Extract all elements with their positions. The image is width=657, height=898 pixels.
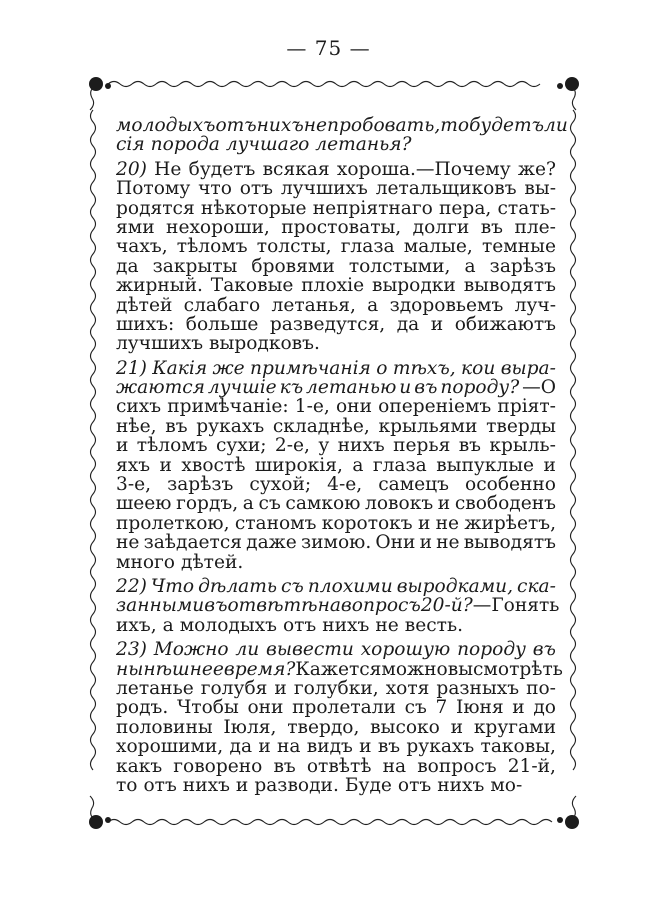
word: луч- [514, 294, 556, 316]
word: лучшіе [207, 377, 277, 399]
word: таковы, [480, 736, 556, 758]
word: яхъ [116, 454, 151, 476]
word: а [464, 255, 476, 277]
word: Какія [152, 357, 208, 379]
word: и [359, 736, 372, 758]
word: по- [526, 677, 556, 699]
word: выводятъ [463, 275, 556, 297]
word: въ [414, 377, 438, 399]
word: коротокъ [321, 512, 413, 534]
text-line [116, 679, 556, 698]
word: много [116, 551, 175, 573]
word: дѣтей [116, 294, 173, 316]
word: обижаютъ [454, 313, 556, 335]
word: жаются [116, 377, 205, 399]
text-line [116, 179, 556, 198]
word: въ [480, 216, 504, 238]
word: до [533, 697, 556, 719]
word: нѣе, [116, 415, 157, 437]
word: чахъ, [116, 236, 168, 258]
word: пролеткою, [116, 512, 230, 534]
word: голубя [200, 677, 268, 699]
word: тѣломъ [136, 435, 208, 457]
word: Что [150, 575, 195, 597]
word: даже [246, 532, 297, 554]
text-line [116, 359, 556, 378]
word: породу [457, 639, 526, 661]
word: зарѣзъ [167, 474, 234, 496]
word: опереніемъ [378, 396, 492, 418]
word: самецъ [378, 474, 449, 496]
word: Іюня [455, 697, 504, 719]
word: а [242, 493, 254, 515]
word: тверды [486, 415, 556, 437]
word: и [399, 377, 412, 399]
corner-ornament-bottom-left [89, 815, 103, 829]
word: плохими [307, 575, 393, 597]
word: же? [517, 158, 556, 180]
word: выродковъ. [209, 333, 320, 355]
word: разныхъ [436, 677, 520, 699]
word: то [116, 774, 138, 796]
word: малые, [403, 236, 473, 258]
word: вывести [266, 639, 354, 661]
word: закрыты [152, 255, 238, 277]
word: отъ [282, 614, 317, 636]
word: разведутся, [269, 313, 386, 335]
word: темные [482, 236, 556, 258]
word: и [235, 774, 249, 796]
word: Они [375, 532, 416, 554]
text-line [116, 475, 556, 494]
word: что [198, 178, 232, 200]
word: ями [116, 216, 155, 238]
word: летанье [116, 677, 194, 699]
word: нихъ [182, 774, 230, 796]
text-line [116, 533, 556, 552]
text-line [116, 276, 556, 295]
text-line [116, 160, 556, 179]
word: мо- [490, 774, 523, 796]
word: будетъ [188, 158, 256, 180]
word: и [274, 677, 287, 699]
word: пле- [514, 216, 556, 238]
word: примѣчаніе: [167, 396, 289, 418]
text-line [116, 417, 556, 436]
text-line [116, 218, 556, 237]
word: хорошими, [116, 736, 224, 758]
word: летанья, [271, 294, 356, 316]
word: голубки, [293, 677, 379, 699]
word: хвостѣ [181, 454, 246, 476]
word: же [212, 357, 245, 379]
word: вы- [524, 178, 556, 200]
word: непріятнаго [312, 197, 433, 219]
word: не [116, 532, 140, 554]
word: выводятъ [463, 532, 556, 554]
word: перья [393, 435, 451, 457]
word: весть. [404, 614, 463, 636]
word: и [512, 697, 525, 719]
word: будетъ [469, 115, 545, 136]
word: гордъ, [176, 493, 239, 515]
text-line [116, 737, 556, 756]
word: особенно [465, 474, 556, 496]
word: нихъ [322, 614, 370, 636]
word: Таковые [210, 275, 294, 297]
text-line [116, 237, 556, 256]
word: летальщиковъ [375, 178, 517, 200]
word: жирѣетъ, [464, 512, 556, 534]
word: они [335, 396, 372, 418]
word: родятся [116, 197, 195, 219]
word: тѣломъ [176, 236, 248, 258]
word: да [116, 255, 139, 277]
word: отъ [143, 774, 177, 796]
word: отъ [215, 115, 257, 136]
top-border-wave [108, 82, 540, 87]
word: 23) [116, 639, 147, 661]
word: и [116, 435, 129, 457]
word: рукахъ [196, 415, 265, 437]
word: лучшихъ [116, 333, 204, 355]
text-line [116, 776, 556, 795]
word: ловокъ [365, 493, 434, 515]
word: можно [381, 658, 448, 680]
word: отъ [397, 774, 432, 796]
word: ихъ, [116, 614, 157, 636]
word: порода [150, 134, 220, 156]
word: шихъ: [116, 313, 175, 335]
word: примѣчанія [250, 357, 371, 379]
text-line [116, 334, 556, 353]
word: шеею [116, 493, 172, 515]
word: выпуклые [436, 454, 535, 476]
word: 2-е, [274, 435, 310, 457]
word: глаза [372, 454, 427, 476]
text-line [116, 718, 556, 737]
word: слабаго [183, 294, 261, 316]
text-line [116, 296, 556, 315]
word: въ [458, 435, 482, 457]
word: разводи. [254, 774, 339, 796]
text-line [116, 616, 556, 635]
word: пролетали [292, 697, 396, 719]
body-text [116, 115, 568, 796]
word: хотя [385, 677, 430, 699]
word: они [247, 697, 284, 719]
word: тѣхъ, [392, 357, 456, 379]
word: всякая [262, 158, 330, 180]
word: а [367, 294, 379, 316]
word: кои [461, 357, 496, 379]
word: сія [116, 134, 145, 156]
word: у [318, 435, 330, 457]
word: лучшаго [225, 134, 310, 156]
word: 1-е, [294, 396, 330, 418]
word: къ [279, 377, 304, 399]
word: твердо, [287, 716, 360, 738]
corner-ornament-top-left [89, 77, 103, 91]
word: отъ [239, 178, 274, 200]
text-line [116, 698, 556, 717]
word: складнѣе, [272, 415, 370, 437]
word: зарѣзъ [489, 255, 556, 277]
word: отвѣтѣ [306, 755, 372, 777]
word: съ [281, 575, 304, 597]
word: жирный. [116, 275, 203, 297]
word: хороша.—Почему [336, 158, 511, 180]
word: —О [522, 377, 556, 399]
left-border-wave [91, 110, 96, 770]
word: пробовать, [327, 115, 441, 136]
word: Потому [116, 178, 191, 200]
word: долги [412, 216, 470, 238]
word: заѣдается [143, 532, 242, 554]
word: лучшихъ [280, 178, 368, 200]
word: не [435, 512, 460, 534]
word: дѣлать [198, 575, 277, 597]
word: сихъ [116, 396, 162, 418]
word: бровями [251, 255, 335, 277]
word: широкія, [254, 454, 343, 476]
word: выродками, [396, 575, 514, 597]
word: съ [258, 493, 281, 515]
text-line [116, 494, 556, 513]
word: Не [154, 158, 182, 180]
word: да [229, 736, 253, 758]
word: самкою [285, 493, 361, 515]
text-line [116, 757, 556, 776]
word: сухой; [249, 474, 312, 496]
text-line [116, 257, 556, 276]
word: не [303, 115, 328, 136]
word: породу? [440, 377, 520, 399]
word: 21-й, [507, 755, 556, 777]
text-line [116, 514, 556, 533]
text-line [116, 436, 556, 455]
word: и [419, 532, 432, 554]
text-line [116, 378, 556, 397]
word: плохіе [301, 275, 365, 297]
bottom-border-wave [108, 820, 552, 825]
text-line [116, 135, 556, 154]
word: на [382, 755, 407, 777]
word: 3-е, [116, 474, 152, 496]
word: и [543, 454, 556, 476]
word: летанья? [315, 134, 412, 156]
text-line [116, 115, 568, 136]
word: и [430, 313, 444, 335]
word: —Гонять [472, 595, 560, 617]
text-line [116, 553, 556, 572]
word: и [159, 454, 172, 476]
word: выра- [500, 357, 556, 379]
word: нихъ [337, 435, 385, 457]
word: 20-й? [420, 595, 473, 617]
word: видъ [306, 736, 353, 758]
text-line [116, 397, 556, 416]
word: сухи; [216, 435, 267, 457]
word: съ [404, 697, 427, 719]
word: то [440, 115, 470, 136]
word: стать- [497, 197, 556, 219]
word: свободенъ [454, 493, 556, 515]
word: занными [116, 595, 205, 617]
word: въ [377, 736, 401, 758]
word: крыль- [489, 435, 556, 457]
word: на [276, 736, 301, 758]
word: а [162, 614, 174, 636]
corner-ornament-top-right [565, 77, 579, 91]
word: пріят- [497, 396, 556, 418]
word: вопросъ [417, 755, 497, 777]
word: выродки [372, 275, 456, 297]
word: здоровьемъ [389, 294, 504, 316]
word: толсты, [256, 236, 332, 258]
word: глаза [340, 236, 395, 258]
word: не [436, 532, 460, 554]
word: ли [235, 639, 260, 661]
word: 20) [116, 158, 147, 180]
word: хорошую [360, 639, 451, 661]
text-line [116, 640, 556, 659]
text-line [116, 577, 556, 596]
word: на [317, 595, 341, 617]
word: говорено [173, 755, 263, 777]
word: какъ [116, 755, 163, 777]
word: молодыхъ [116, 115, 216, 136]
word: нынѣшнее [116, 658, 224, 680]
word: простоваты, [281, 216, 402, 238]
word: станомъ [234, 512, 317, 534]
word: 7 [435, 697, 448, 719]
text-line [116, 456, 556, 475]
word: и [437, 493, 451, 515]
word: и [417, 512, 431, 534]
word: вопросъ [340, 595, 421, 617]
word: Кажется [295, 658, 382, 680]
word: высоко [370, 716, 440, 738]
word: 21) [116, 357, 147, 379]
word: и [258, 736, 271, 758]
word: а [352, 454, 364, 476]
corner-ornament-bottom-right [565, 815, 579, 829]
text-line [116, 199, 556, 218]
word: въ [165, 415, 188, 437]
word: въ [532, 639, 556, 661]
word: кругами [473, 716, 556, 738]
right-border-wave [571, 110, 576, 770]
word: нехороши, [166, 216, 270, 238]
word: рукахъ [406, 736, 475, 758]
text-line [116, 658, 563, 680]
word: Іюля, [223, 716, 277, 738]
word: время? [223, 658, 296, 680]
word: Буде [344, 774, 392, 796]
word: нѣкоторые [200, 197, 307, 219]
word: да [396, 313, 420, 335]
word: больше [185, 313, 259, 335]
page-number: — 75 — [286, 36, 371, 60]
word: половины [116, 716, 213, 738]
word: и [450, 716, 464, 738]
word: нихъ [437, 774, 485, 796]
word: летанью [306, 377, 397, 399]
word: молодыхъ [179, 614, 277, 636]
text-line [116, 595, 560, 617]
word: не [375, 614, 399, 636]
word: въ [204, 595, 228, 617]
word: дѣтей. [181, 551, 244, 573]
word: толстыми, [348, 255, 451, 277]
word: высмотрѣть [447, 658, 563, 680]
word: крыльями [378, 415, 478, 437]
word: въ [273, 755, 296, 777]
word: пера, [439, 197, 492, 219]
word: Можно [153, 639, 229, 661]
word: отвѣтѣ [227, 595, 318, 617]
word: 22) [116, 575, 147, 597]
word: зимою. [300, 532, 372, 554]
text-line [116, 315, 556, 334]
word: 4-е, [327, 474, 363, 496]
word: о [376, 357, 388, 379]
word: Чтобы [176, 697, 239, 719]
word: нихъ [256, 115, 304, 136]
word: ли [544, 115, 568, 136]
word: родъ. [116, 697, 169, 719]
word: ска- [517, 575, 556, 597]
